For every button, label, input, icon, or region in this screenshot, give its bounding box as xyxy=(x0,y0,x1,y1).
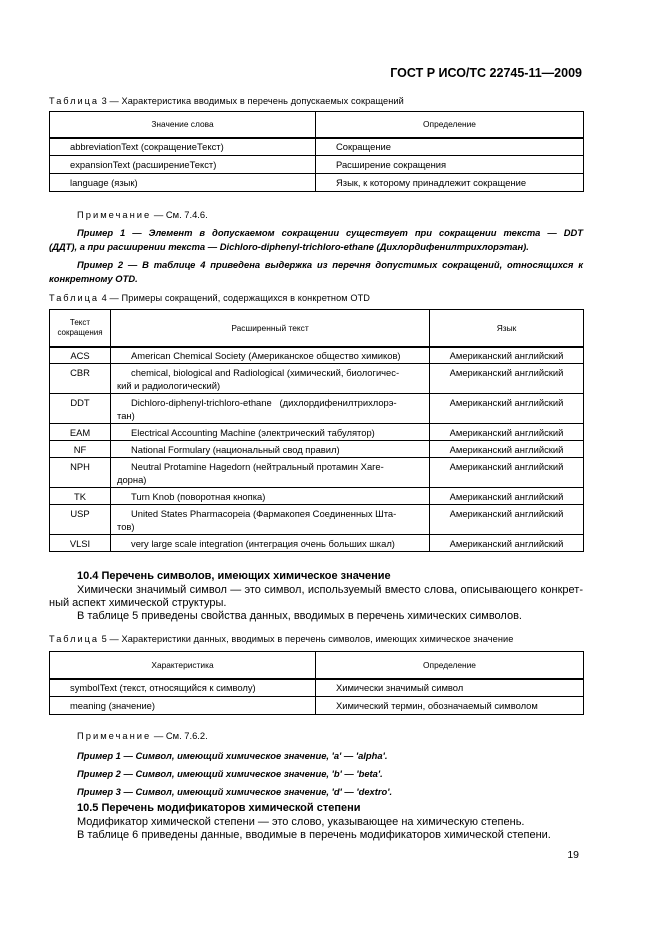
expansion-line: кий и радиологический) xyxy=(117,379,221,391)
table3-caption-text: 3 — Характеристика вводимых в перечень допускаемых сокращений xyxy=(99,96,404,106)
expansion-line: тов) xyxy=(117,520,135,532)
expansion-cell: very large scale integration (интеграция очень больших шкал) xyxy=(111,535,430,552)
table5-caption xyxy=(49,634,513,644)
language-cell: Американский английский xyxy=(430,488,584,505)
page-number: 19 xyxy=(567,849,579,861)
table3-header-cell: Значение слова xyxy=(50,112,316,138)
table5-header-cell: Определение xyxy=(316,652,584,679)
document-header: ГОСТ Р ИСО/ТС 22745-11—2009 xyxy=(390,66,582,80)
expansion-cell xyxy=(111,458,430,488)
abbr-cell: VLSI xyxy=(50,535,111,552)
table4-label: Таблица xyxy=(49,293,100,303)
table3-label: Таблица xyxy=(49,96,100,106)
section-10-5-title: 10.5 Перечень модификаторов химической степени xyxy=(77,802,361,814)
expansion-cell: National Formulary (национальный свод правил) xyxy=(111,441,430,458)
language-cell: Американский английский xyxy=(430,505,584,535)
table3-cell: Сокращение xyxy=(316,138,584,156)
table-row xyxy=(50,458,584,488)
abbr-cell: USP xyxy=(50,505,111,535)
expansion-cell: Electrical Accounting Machine (электрический табулятор) xyxy=(111,424,430,441)
table-row xyxy=(50,679,584,697)
table4 xyxy=(49,309,584,552)
expansion-line: дорна) xyxy=(117,473,147,485)
paragraph-line: Химически значимый символ — это символ, используемый вместо слова, описывающего конкрет- xyxy=(77,584,583,596)
table-row xyxy=(50,174,584,192)
table5-label: Таблица xyxy=(49,634,100,644)
table-row xyxy=(50,364,584,394)
table4-header-cell: Текст сокращения xyxy=(50,310,111,347)
expansion-line: тан) xyxy=(117,409,135,421)
table5 xyxy=(49,651,584,715)
paragraph-line: В таблице 5 приведены свойства данных, вводимых в перечень химических символов. xyxy=(77,610,522,622)
table4-caption-text: 4 — Примеры сокращений, содержащихся в конкретном OTD xyxy=(99,293,371,303)
language-cell: Американский английский xyxy=(430,394,584,424)
note1 xyxy=(77,209,208,220)
example-symbol-3: Пример 3 — Символ, имеющий химическое значение, 'd' — 'dextro'. xyxy=(77,786,393,797)
table3-cell: expansionText (расширениеТекст) xyxy=(50,156,316,174)
example-symbol-1: Пример 1 — Символ, имеющий химическое значение, 'a' — 'alpha'. xyxy=(77,750,388,761)
abbr-cell: CBR xyxy=(50,364,111,394)
language-cell: Американский английский xyxy=(430,458,584,488)
table-row xyxy=(50,394,584,424)
table5-header-cell: Характеристика xyxy=(50,652,316,679)
section-10-5-body xyxy=(77,816,551,842)
table-row xyxy=(50,138,584,156)
note2 xyxy=(77,730,208,741)
table4-caption xyxy=(49,293,370,303)
expansion-line: Dichloro-diphenyl-trichloro-ethane (дихлордифенилтрихлорэ- xyxy=(131,396,397,408)
note2-label: Примечание xyxy=(77,730,152,741)
note1-text: — См. 7.4.6. xyxy=(151,209,208,220)
table-row xyxy=(50,505,584,535)
table3-cell: Язык, к которому принадлежит сокращение xyxy=(316,174,584,192)
table3-caption xyxy=(49,96,404,106)
section-10-4-title: 10.4 Перечень символов, имеющих химическое значение xyxy=(77,570,391,582)
table5-cell: symbolText (текст, относящийся к символу) xyxy=(50,679,316,697)
expansion-line: Neutral Protamine Hagedorn (нейтральный протамин Хаге- xyxy=(131,460,384,472)
table-row xyxy=(50,697,584,715)
language-cell: Американский английский xyxy=(430,441,584,458)
table5-cell: Химический термин, обозначаемый символом xyxy=(316,697,584,715)
language-cell: Американский английский xyxy=(430,347,584,364)
abbr-cell: TK xyxy=(50,488,111,505)
paragraph-line: В таблице 6 приведены данные, вводимые в перечень модификаторов химической степени. xyxy=(77,829,551,841)
language-cell: Американский английский xyxy=(430,535,584,552)
example-symbol-2: Пример 2 — Символ, имеющий химическое значение, 'b' — 'beta'. xyxy=(77,768,383,779)
note2-text: — См. 7.6.2. xyxy=(151,730,208,741)
paragraph-line: ный аспект химической структуры. xyxy=(49,597,227,609)
example2-line2: конкретному OTD. xyxy=(49,273,138,284)
table-row xyxy=(50,488,584,505)
table-row xyxy=(50,347,584,364)
expansion-cell: Turn Knob (поворотная кнопка) xyxy=(111,488,430,505)
table-row xyxy=(50,535,584,552)
abbr-cell: NPH xyxy=(50,458,111,488)
expansion-line: United States Pharmacopeia (Фармакопея Соединенных Шта- xyxy=(131,507,397,519)
example1-line1: Пример 1 — Элемент в допускаемом сокращении существует при сокращении текста — DDT xyxy=(77,227,583,238)
table3-cell: language (язык) xyxy=(50,174,316,192)
table-row xyxy=(50,424,584,441)
table3-header-cell: Определение xyxy=(316,112,584,138)
abbr-cell: DDT xyxy=(50,394,111,424)
language-cell: Американский английский xyxy=(430,364,584,394)
abbr-cell: NF xyxy=(50,441,111,458)
section-10-4-body xyxy=(49,584,583,623)
note1-label: Примечание xyxy=(77,209,152,220)
expansion-cell xyxy=(111,364,430,394)
table3 xyxy=(49,111,584,192)
example2-line1: Пример 2 — В таблице 4 приведена выдержка из перечня допустимых сокращений, относящихся к xyxy=(77,259,583,270)
table4-header-cell: Язык xyxy=(430,310,584,347)
table3-cell: abbreviationText (сокращениеТекст) xyxy=(50,138,316,156)
language-cell: Американский английский xyxy=(430,424,584,441)
expansion-line: chemical, biological and Radiological (химический, биологичес- xyxy=(131,366,400,378)
expansion-cell: American Chemical Society (Американское общество химиков) xyxy=(111,347,430,364)
abbr-cell: EAM xyxy=(50,424,111,441)
abbr-cell: ACS xyxy=(50,347,111,364)
table5-cell: meaning (значение) xyxy=(50,697,316,715)
table5-caption-text: 5 — Характеристики данных, вводимых в перечень символов, имеющих химическое значение xyxy=(99,634,514,644)
table3-cell: Расширение сокращения xyxy=(316,156,584,174)
table-row xyxy=(50,156,584,174)
table5-cell: Химически значимый символ xyxy=(316,679,584,697)
example1-line2: (ДДТ), а при расширении текста — Dichloro-diphenyl-trichloro-ethane (Дихлордифенилтрихлорэтан). xyxy=(49,241,529,252)
paragraph-line: Модификатор химической степени — это слово, указывающее на химическую степень. xyxy=(77,816,525,828)
expansion-cell xyxy=(111,505,430,535)
expansion-cell xyxy=(111,394,430,424)
table4-header-cell: Расширенный текст xyxy=(111,310,430,347)
table-row xyxy=(50,441,584,458)
